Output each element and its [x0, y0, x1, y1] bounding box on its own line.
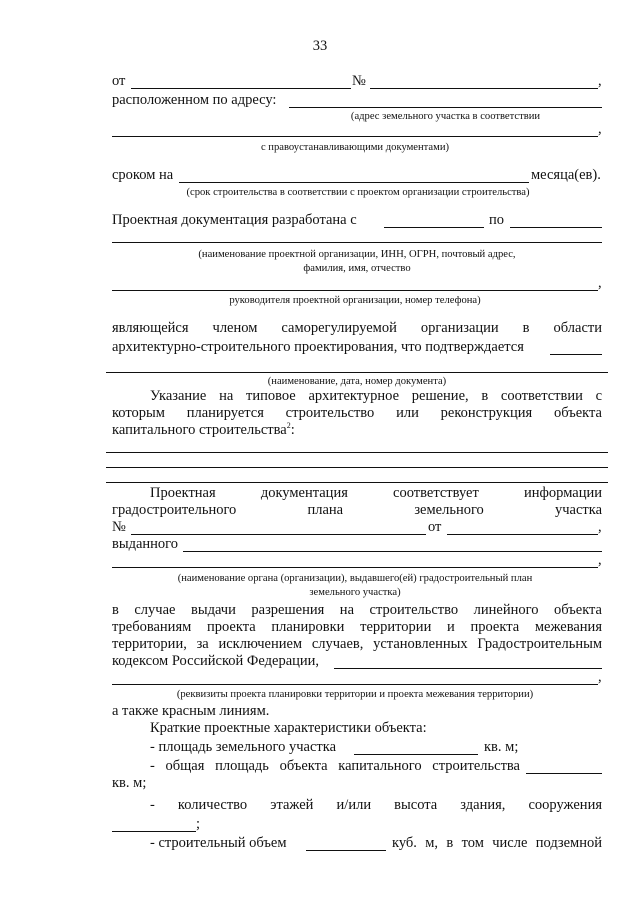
- total-area-label: - общая площадь объекта капитального строительства: [150, 758, 520, 774]
- footnote-mark: 2: [286, 421, 291, 431]
- linear-line-3: территории, за исключением случаев, установленных Градостроительным: [112, 636, 602, 652]
- typical-blank-3[interactable]: [106, 482, 608, 483]
- page-number: 33: [312, 38, 328, 54]
- comma: ,: [598, 669, 602, 685]
- po-label: по: [489, 212, 505, 228]
- sro-doc-hint: (наименование, дата, номер документа): [267, 376, 447, 387]
- gpzu-issuer-blank-2[interactable]: [112, 567, 598, 568]
- project-date-from-blank[interactable]: [384, 227, 484, 228]
- sro-line-2: архитектурно-строительного проектирования, что подтверждается: [112, 339, 524, 355]
- typical-blank-2[interactable]: [106, 467, 608, 468]
- area-label: - площадь земельного участка: [150, 739, 337, 755]
- comma: ,: [598, 519, 602, 535]
- gpzu-number-blank[interactable]: [131, 534, 426, 535]
- comma: ,: [598, 275, 602, 291]
- address-hint-2: с правоустанавливающими документами): [260, 142, 450, 153]
- project-org-hint-2: фамилия, имя, отчество: [303, 263, 411, 274]
- volume-unit: куб. м, в том числе подземной: [392, 835, 602, 851]
- project-head-blank[interactable]: [112, 290, 598, 291]
- sro-doc-line[interactable]: [106, 372, 608, 373]
- date-blank[interactable]: [131, 88, 351, 89]
- total-area-blank[interactable]: [526, 773, 602, 774]
- floors-blank[interactable]: [112, 831, 196, 832]
- linear-line-2: требованиям проекта планировки территории и проекта межевания: [112, 619, 602, 635]
- linear-hint: (реквизиты проекта планировки территории и проекта межевания территории): [176, 689, 534, 700]
- term-hint: (срок строительства в соответствии с проектом организации строительства): [186, 187, 530, 198]
- sro-doc-blank[interactable]: [550, 354, 602, 355]
- project-date-to-blank[interactable]: [510, 227, 602, 228]
- volume-label: - строительный объем: [150, 835, 287, 851]
- number-blank[interactable]: [370, 88, 598, 89]
- address-blank[interactable]: [289, 107, 602, 108]
- comma: ,: [598, 73, 602, 89]
- sro-line-1: являющейся членом саморегулируемой организации в области: [112, 320, 602, 336]
- typical-line-2: которым планируется строительство или реконструкция объекта: [112, 405, 602, 421]
- gpzu-line-2: градостроительного плана земельного участка: [112, 502, 602, 518]
- number-sign: №: [352, 73, 366, 89]
- project-head-hint: руководителя проектной организации, номер телефона): [229, 295, 481, 306]
- address-hint: (адрес земельного участка в соответствии: [350, 111, 541, 122]
- gpzu-hint-2: земельного участка): [309, 587, 401, 598]
- address-blank-2[interactable]: [112, 136, 598, 137]
- floors-label: - количество этажей и/или высота здания, сооружения: [150, 797, 602, 813]
- project-doc-label: Проектная документация разработана с: [112, 212, 357, 228]
- characteristics-title: Краткие проектные характеристики объекта:: [150, 720, 427, 736]
- area-blank[interactable]: [354, 754, 478, 755]
- term-label: сроком на: [112, 167, 174, 183]
- gpzu-ot-label: от: [428, 519, 442, 535]
- gpzu-line-1: Проектная документация соответствует информации: [150, 485, 602, 501]
- typical-blank-1[interactable]: [106, 452, 608, 453]
- total-area-unit: кв. м;: [112, 775, 147, 791]
- address-label: расположенном по адресу:: [112, 92, 277, 108]
- typical-line-1: Указание на типовое архитектурное решение, в соответствии с: [150, 388, 602, 404]
- linear-project-blank-2[interactable]: [112, 684, 598, 685]
- term-suffix: месяца(ев).: [531, 167, 601, 183]
- gpzu-issuer-blank[interactable]: [183, 551, 602, 552]
- gpzu-issued-label: выданного: [112, 536, 179, 552]
- project-org-blank[interactable]: [112, 242, 602, 243]
- area-unit: кв. м;: [484, 739, 519, 755]
- comma: ,: [598, 121, 602, 137]
- typical-line-3: капитального строительства$^2$:: [112, 421, 295, 438]
- ot-label: от: [112, 73, 126, 89]
- project-org-hint: (наименование проектной организации, ИНН, ОГРН, почтовый адрес,: [198, 249, 516, 260]
- term-blank[interactable]: [179, 182, 529, 183]
- gpzu-hint-1: (наименование органа (организации), выдавшего(ей) градостроительный план: [177, 573, 533, 584]
- volume-blank[interactable]: [306, 850, 386, 851]
- linear-line-1: в случае выдачи разрешения на строительство линейного объекта: [112, 602, 602, 618]
- gpzu-date-blank[interactable]: [447, 534, 598, 535]
- floors-end: ;: [196, 816, 201, 832]
- comma: ,: [598, 552, 602, 568]
- gpzu-number-sign: №: [112, 519, 126, 535]
- linear-line-4: кодексом Российской Федерации,: [112, 653, 320, 669]
- linear-line-5: а также красным линиям.: [112, 703, 270, 719]
- linear-project-blank[interactable]: [334, 668, 602, 669]
